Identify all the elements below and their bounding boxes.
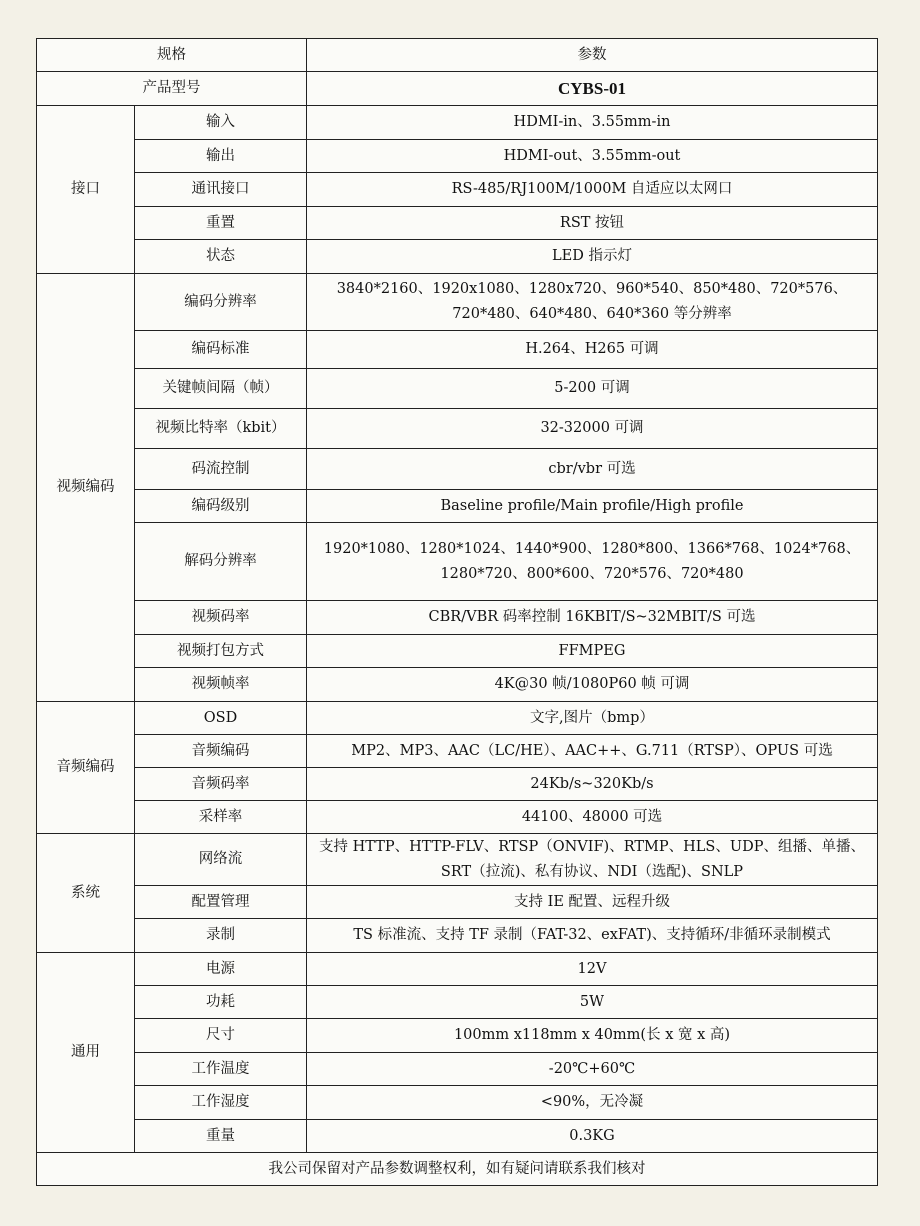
spec-value: RST 按钮 <box>307 207 878 240</box>
spec-label: 输入 <box>135 106 307 140</box>
table-row <box>37 886 878 919</box>
spec-label: 状态 <box>135 240 307 274</box>
spec-value: cbr/vbr 可选 <box>307 449 878 490</box>
table-row <box>37 173 878 207</box>
spec-label: 视频码率 <box>135 601 307 635</box>
table-row <box>37 1019 878 1053</box>
table-row <box>37 801 878 834</box>
spec-value: 24Kb/s~320Kb/s <box>307 768 878 801</box>
table-row <box>37 986 878 1019</box>
spec-sheet <box>36 38 877 1186</box>
table-row <box>37 768 878 801</box>
spec-label: 视频帧率 <box>135 668 307 702</box>
spec-value: -20℃+60℃ <box>307 1053 878 1086</box>
spec-value: 1920*1080、1280*1024、1440*900、1280*800、1366*768、1024*768、1280*720、800*600、720*576、720*480 <box>307 523 878 601</box>
spec-label: 码流控制 <box>135 449 307 490</box>
table-row <box>37 490 878 523</box>
spec-label: 尺寸 <box>135 1019 307 1053</box>
spec-label: 关键帧间隔（帧） <box>135 369 307 409</box>
spec-value: 44100、48000 可选 <box>307 801 878 834</box>
spec-label: 网络流 <box>135 834 307 886</box>
spec-value: LED 指示灯 <box>307 240 878 274</box>
group-general: 通用 <box>37 953 135 1153</box>
spec-value: H.264、H265 可调 <box>307 331 878 369</box>
table-row <box>37 140 878 173</box>
model-value: CYBS-01 <box>307 72 878 106</box>
spec-label: 采样率 <box>135 801 307 834</box>
group-system: 系统 <box>37 834 135 953</box>
table-row <box>37 635 878 668</box>
spec-label: 视频打包方式 <box>135 635 307 668</box>
spec-value: RS-485/RJ100M/1000M 自适应以太网口 <box>307 173 878 207</box>
spec-label: 配置管理 <box>135 886 307 919</box>
footer-note: 我公司保留对产品参数调整权利，如有疑问请联系我们核对 <box>37 1153 878 1186</box>
spec-value: 0.3KG <box>307 1120 878 1153</box>
table-row <box>37 735 878 768</box>
table-row <box>37 240 878 274</box>
spec-label: 重量 <box>135 1120 307 1153</box>
spec-label: 电源 <box>135 953 307 986</box>
header-param: 参数 <box>307 39 878 72</box>
table-row <box>37 953 878 986</box>
spec-value: HDMI-in、3.55mm-in <box>307 106 878 140</box>
spec-value: 32-32000 可调 <box>307 409 878 449</box>
spec-value: MP2、MP3、AAC（LC/HE）、AAC++、G.711（RTSP）、OPUS 可选 <box>307 735 878 768</box>
spec-value: 4K@30 帧/1080P60 帧 可调 <box>307 668 878 702</box>
table-row <box>37 369 878 409</box>
group-audio: 音频编码 <box>37 702 135 834</box>
table-row <box>37 1053 878 1086</box>
spec-label: 功耗 <box>135 986 307 1019</box>
spec-value: 3840*2160、1920x1080、1280x720、960*540、850*480、720*576、720*480、640*480、640*360 等分辨率 <box>307 274 878 331</box>
footer-row <box>37 1153 878 1186</box>
table-row <box>37 702 878 735</box>
table-row <box>37 106 878 140</box>
spec-value: 支持 HTTP、HTTP-FLV、RTSP（ONVIF)、RTMP、HLS、UDP、组播、单播、SRT（拉流)、私有协议、NDI（选配)、SNLP <box>307 834 878 886</box>
spec-label: 通讯接口 <box>135 173 307 207</box>
spec-value: FFMPEG <box>307 635 878 668</box>
spec-label: OSD <box>135 702 307 735</box>
table-row <box>37 274 878 331</box>
spec-label: 解码分辨率 <box>135 523 307 601</box>
spec-value: Baseline profile/Main profile/High profile <box>307 490 878 523</box>
table-row <box>37 601 878 635</box>
spec-value: TS 标准流、支持 TF 录制（FAT-32、exFAT)、支持循环/非循环录制模式 <box>307 919 878 953</box>
spec-value: CBR/VBR 码率控制 16KBIT/S~32MBIT/S 可选 <box>307 601 878 635</box>
spec-label: 工作温度 <box>135 1053 307 1086</box>
table-row <box>37 523 878 601</box>
table-row <box>37 668 878 702</box>
spec-value: 文字,图片（bmp） <box>307 702 878 735</box>
table-row <box>37 409 878 449</box>
model-label: 产品型号 <box>37 72 307 106</box>
table-row <box>37 207 878 240</box>
group-video: 视频编码 <box>37 274 135 702</box>
spec-value: <90%，无冷凝 <box>307 1086 878 1120</box>
spec-value: 12V <box>307 953 878 986</box>
spec-value: 5W <box>307 986 878 1019</box>
table-row <box>37 834 878 886</box>
table-row <box>37 1086 878 1120</box>
table-row <box>37 1120 878 1153</box>
header-spec: 规格 <box>37 39 307 72</box>
spec-label: 编码分辨率 <box>135 274 307 331</box>
spec-table <box>36 38 878 1186</box>
spec-label: 音频编码 <box>135 735 307 768</box>
table-row <box>37 331 878 369</box>
spec-value: 100mm x118mm x 40mm(长 x 宽 x 高) <box>307 1019 878 1053</box>
spec-value: 支持 IE 配置、远程升级 <box>307 886 878 919</box>
table-row <box>37 449 878 490</box>
spec-label: 录制 <box>135 919 307 953</box>
spec-label: 工作湿度 <box>135 1086 307 1120</box>
spec-label: 输出 <box>135 140 307 173</box>
group-interface: 接口 <box>37 106 135 274</box>
header-row <box>37 39 878 72</box>
spec-label: 编码级别 <box>135 490 307 523</box>
spec-label: 视频比特率（kbit） <box>135 409 307 449</box>
spec-label: 音频码率 <box>135 768 307 801</box>
model-row <box>37 72 878 106</box>
table-row <box>37 919 878 953</box>
spec-value: HDMI-out、3.55mm-out <box>307 140 878 173</box>
spec-value: 5-200 可调 <box>307 369 878 409</box>
spec-label: 编码标准 <box>135 331 307 369</box>
spec-label: 重置 <box>135 207 307 240</box>
